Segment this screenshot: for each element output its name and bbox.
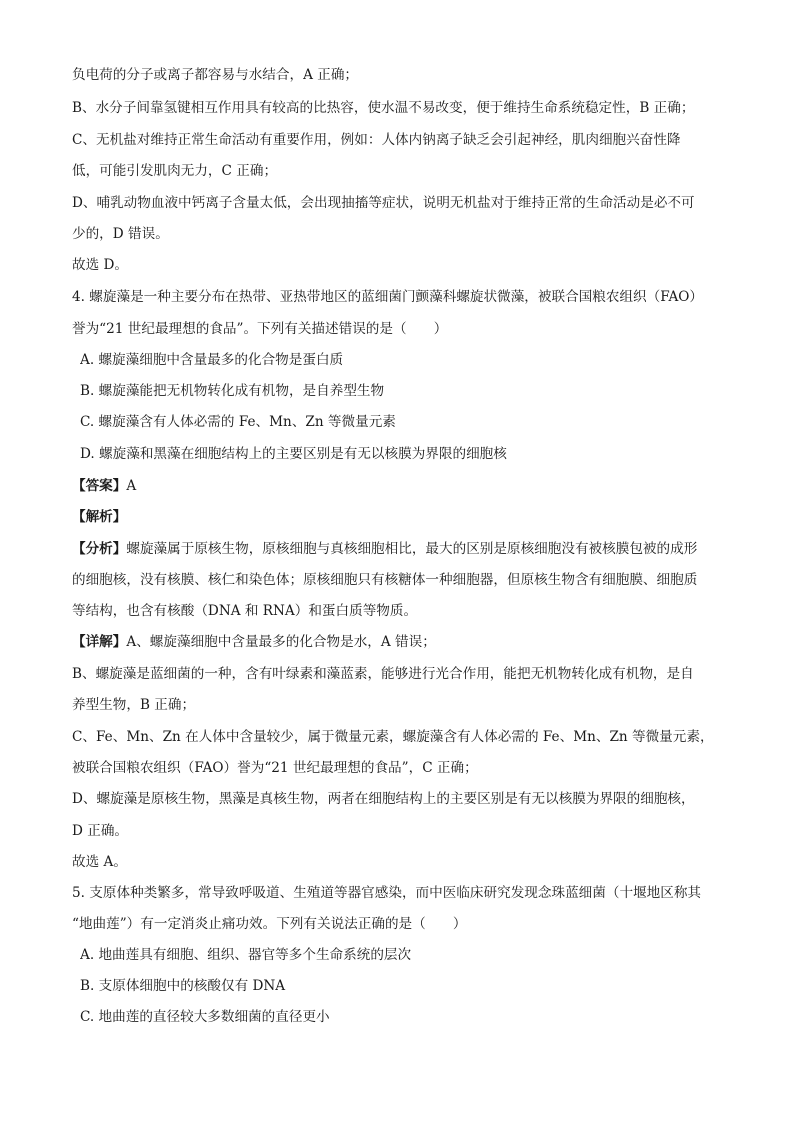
xiangjie-text: A、螺旋藻细胞中含量最多的化合物是水，A 错误； xyxy=(126,634,436,650)
text-line: 养型生物，B 正确； xyxy=(72,697,196,713)
option-d: D. 螺旋藻和黑藻在细胞结构上的主要区别是有无以核膜为界限的细胞核 xyxy=(80,446,507,462)
option-b: B. 支原体细胞中的核酸仅有 DNA xyxy=(80,978,286,994)
question-4-stem: 誉为“21 世纪最理想的食品”。下列有关描述错误的是（ ） xyxy=(72,321,448,337)
text-line: 少的，D 错误。 xyxy=(72,226,169,242)
text-line: 故选 A。 xyxy=(72,854,127,870)
option-c: C. 螺旋藻含有人体必需的 Fe、Mn、Zn 等微量元素 xyxy=(80,414,396,430)
option-b: B. 螺旋藻能把无机物转化成有机物，是自养型生物 xyxy=(80,383,385,399)
text-line: C、无机盐对维持正常生命活动有重要作用，例如：人体内钠离子缺乏会引起神经，肌肉细胞兴奋性降 xyxy=(72,132,681,148)
answer-value: A xyxy=(126,478,137,494)
text-line: 的细胞核，没有核膜、核仁和染色体；原核细胞只有核糖体一种细胞器，但原核生物含有细胞膜、细胞质 xyxy=(72,572,698,588)
question-4-stem: 4. 螺旋藻是一种主要分布在热带、亚热带地区的蓝细菌门颤藻科螺旋状微藻，被联合国粮农组织（FAO） xyxy=(72,289,704,305)
xiangjie-line xyxy=(72,633,722,651)
option-c: C. 地曲莲的直径较大多数细菌的直径更小 xyxy=(80,1009,330,1025)
answer-line xyxy=(72,477,722,495)
text-line: B、螺旋藻是蓝细菌的一种，含有叶绿素和藻蓝素，能够进行光合作用，能把无机物转化成有机物，是自 xyxy=(72,666,694,682)
option-a: A. 螺旋藻细胞中含量最多的化合物是蛋白质 xyxy=(80,352,344,368)
text-line: D、螺旋藻是原核生物，黑藻是真核生物，两者在细胞结构上的主要区别是有无以核膜为界限的细胞核， xyxy=(72,791,695,807)
question-5-stem: “地曲莲”）有一定消炎止痛功效。下列有关说法正确的是（ ） xyxy=(72,916,467,932)
fenxi-label: 【分析】 xyxy=(72,541,127,557)
xiangjie-label: 【详解】 xyxy=(72,634,127,650)
text-line: B、水分子间靠氢键相互作用具有较高的比热容，使水温不易改变，便于维持生命系统稳定性，B 正确； xyxy=(72,100,695,116)
text-line: 故选 D。 xyxy=(72,257,129,273)
analysis-heading xyxy=(72,508,722,526)
analysis-label: 【解析】 xyxy=(72,509,127,525)
answer-label: 【答案】 xyxy=(72,478,127,494)
fenxi-line xyxy=(72,540,722,558)
fenxi-text: 螺旋藻属于原核生物，原核细胞与真核细胞相比，最大的区别是原核细胞没有被核膜包被的成形 xyxy=(126,541,698,557)
text-line: C、Fe、Mn、Zn 在人体中含量较少，属于微量元素，螺旋藻含有人体必需的 Fe、Mn、Zn 等微量元素， xyxy=(72,729,714,745)
text-line: 低，可能引发肌肉无力，C 正确； xyxy=(72,163,278,179)
text-line: 等结构，也含有核酸（DNA 和 RNA）和蛋白质等物质。 xyxy=(72,603,418,619)
option-a: A. 地曲莲具有细胞、组织、器官等多个生命系统的层次 xyxy=(80,947,412,963)
question-5-stem: 5. 支原体种类繁多，常导致呼吸道、生殖道等器官感染，而中医临床研究发现念珠蓝细菌（十堰地区称其 xyxy=(72,885,702,901)
text-line: 负电荷的分子或离子都容易与水结合，A 正确； xyxy=(72,67,359,83)
text-line: D、哺乳动物血液中钙离子含量太低，会出现抽搐等症状，说明无机盐对于维持正常的生命活动是必不可 xyxy=(72,195,695,211)
text-line: 被联合国粮农组织（FAO）誉为“21 世纪最理想的食品”，C 正确； xyxy=(72,760,478,776)
text-line: D 正确。 xyxy=(72,823,129,839)
